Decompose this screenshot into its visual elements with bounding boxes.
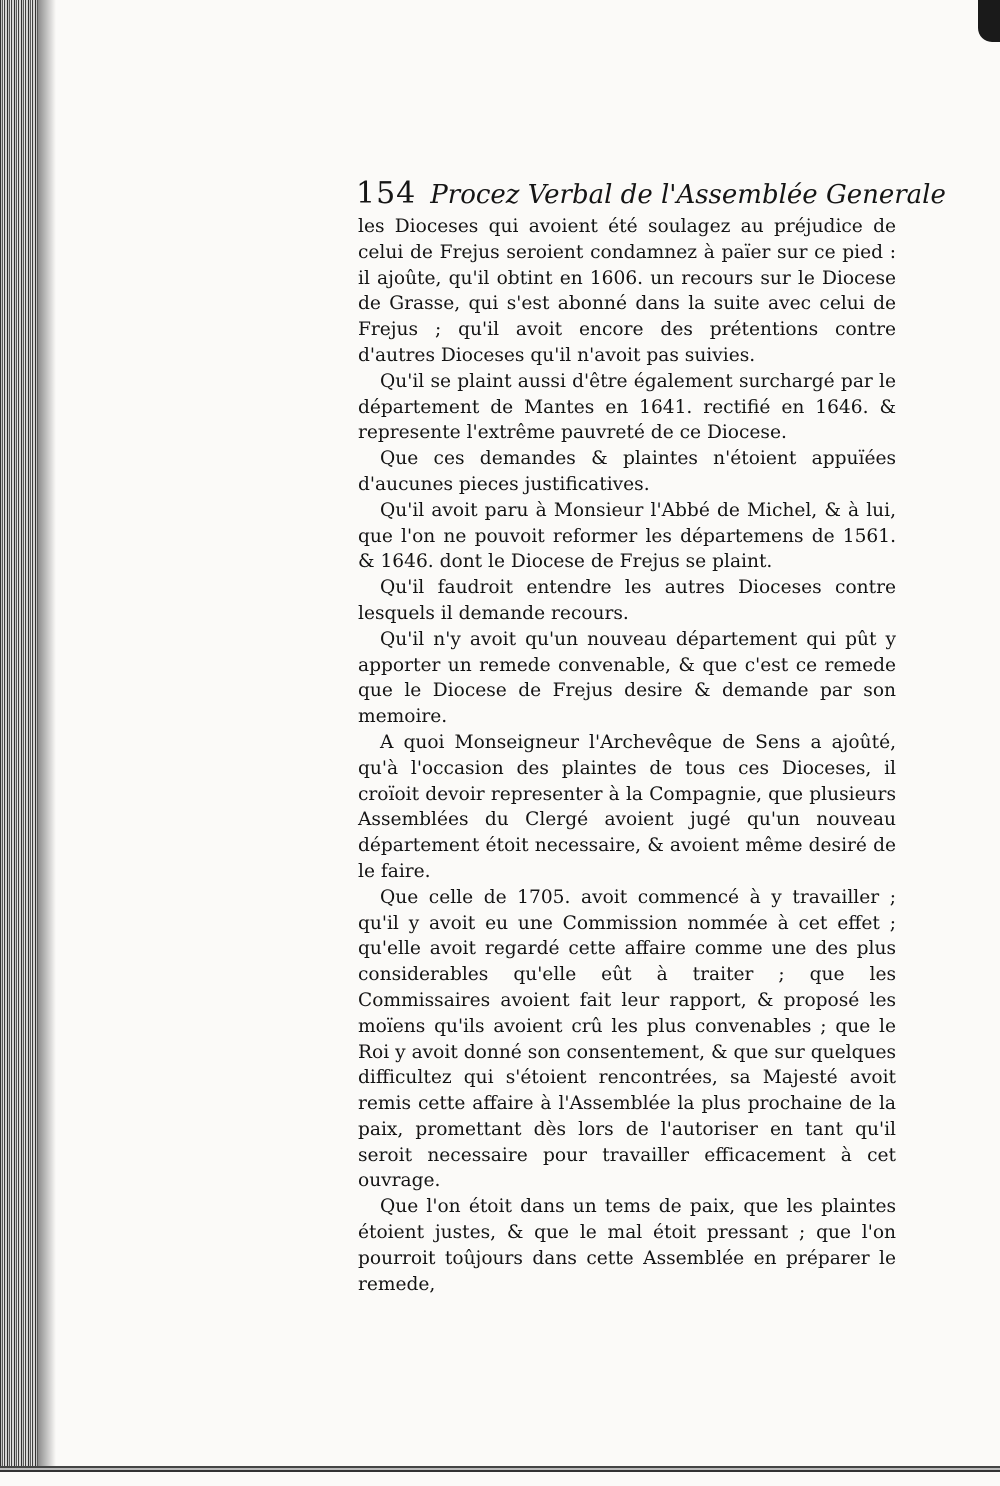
paragraph-6: Qu'il n'y avoit qu'un nouveau département qui pût y apporter un remede convenable, & que c'est ce remede que le Diocese de Frejus desire & demande par son memoire. [358,628,896,728]
paragraph-7: A quoi Monseigneur l'Archevêque de Sens a ajoûté, qu'à l'occasion des plaintes de tous ces Dioceses, il croïoit devoir representer à la Compagnie, que plusieurs Assemblées du Clergé avoient jugé qu'un nouveau département étoit necessaire, & avoient même desiré de le faire. [358,731,896,882]
gutter-shadow [38,0,56,1470]
body-text [358,214,896,1295]
paragraph-8: Que celle de 1705. avoit commencé à y travailler ; qu'il y avoit eu une Commission nommée à cet effet ; qu'elle avoit regardé cette affaire comme une des plus considerables qu'elle eût à traiter ; que les Commissaires avoient fait leur rapport, & proposé les moïens qu'ils avoient crû les plus convenables ; que le Roi y avoit donné son consentement, & que sur quelques difficultez qui s'étoient rencontrées, sa Majesté avoit remis cette affaire à l'Assemblée la plus prochaine de la paix, promettant dès lors de l'autoriser en tant qu'il seroit necessaire pour travailler efficacement à cet ouvrage. [358,886,896,1192]
paragraph-1: les Dioceses qui avoient été soulagez au préjudice de celui de Frejus seroient condamnez à païer sur ce pied : il ajoûte, qu'il obtint en 1606. un recours sur le Diocese de Grasse, qui s'est abonné dans la suite avec celui de Frejus ; qu'il avoit encore des prétentions contre d'autres Dioceses qu'il n'avoit pas suivies. [358,216,896,366]
page-number: 154 [356,176,417,211]
paragraph-2: Qu'il se plaint aussi d'être également surchargé par le département de Mantes en 1641. rectifié en 1646. & represente l'extrême pauvreté de ce Diocese. [358,370,896,444]
running-title: Procez Verbal de l'Assemblée Generale [430,180,946,210]
bottom-page-edge [0,1466,1000,1474]
paragraph-3: Que ces demandes & plaintes n'étoient appuïées d'aucunes pieces justificatives. [358,448,896,495]
corner-mark [978,0,1000,42]
paragraph-4: Qu'il avoit paru à Monsieur l'Abbé de Michel, & à lui, que l'on ne pouvoit reformer les départemens de 1561. & 1646. dont le Diocese de Frejus se plaint. [358,499,896,573]
book-page-edges [0,0,38,1470]
paragraph-9: Que l'on étoit dans un tems de paix, que les plaintes étoient justes, & que le mal étoit pressant ; que l'on pourroit toûjours dans cette Assemblée en préparer le remede, [358,1196,896,1295]
paragraph-5: Qu'il faudroit entendre les autres Dioceses contre lesquels il demande recours. [358,577,896,624]
